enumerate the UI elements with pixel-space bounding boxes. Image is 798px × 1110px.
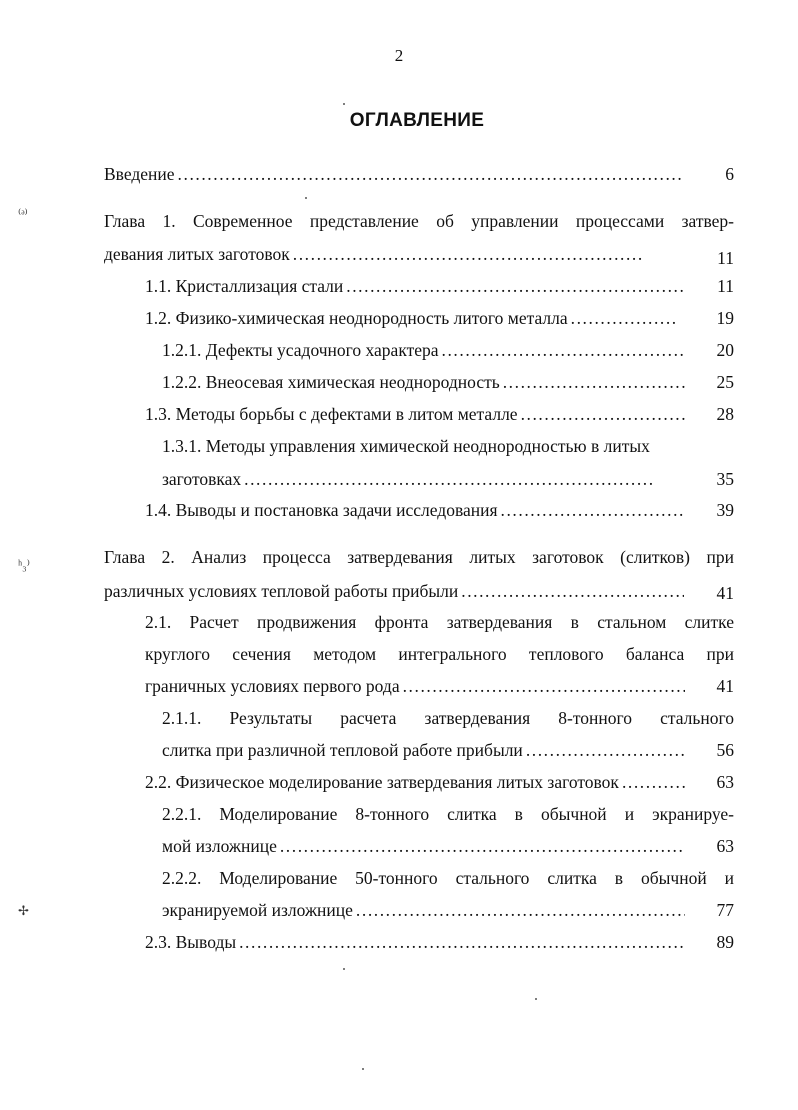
scan-speck (343, 968, 345, 970)
toc-entry-label: 2.3. Выводы (145, 932, 237, 952)
toc-entry-1-2-2[interactable] (162, 371, 685, 393)
toc-entry-2-1-line-2[interactable]: круглого сечения методом интегрального теплового баланса при (145, 644, 734, 664)
toc-page-number: 89 (716, 932, 734, 952)
toc-entry-label: экранируемой изложнице (162, 900, 353, 920)
leader-dots (236, 931, 685, 953)
scan-speck (343, 103, 345, 105)
leader-dots (458, 580, 684, 602)
toc-page-number: 41 (716, 583, 734, 603)
toc-entry-chapter-2[interactable] (104, 580, 684, 602)
toc-entry-2-1[interactable] (145, 675, 685, 697)
toc-entry-1-1[interactable] (145, 275, 685, 297)
toc-entry-label: 1.2.1. Дефекты усадочного характера (162, 340, 439, 360)
toc-entry-2-2-1-line-1[interactable]: 2.2.1. Моделирование 8-тонного слитка в обычной и экранируе- (162, 804, 734, 824)
toc-entry-2-2-1[interactable] (162, 835, 685, 857)
toc-page-number: 39 (716, 500, 734, 520)
toc-entry-2-2-2[interactable] (162, 899, 685, 921)
toc-entry-label: 1.1. Кристаллизация стали (145, 276, 344, 296)
toc-page-number: 41 (716, 676, 734, 696)
leader-dots (568, 307, 678, 329)
toc-page-number: 35 (716, 469, 734, 489)
toc-page-number: 56 (716, 740, 734, 760)
scan-speck (362, 1068, 364, 1070)
scan-artifact-mark: ✢ (18, 903, 29, 918)
toc-entry-label: различных условиях тепловой работы прибыли (104, 581, 459, 601)
leader-dots (619, 771, 685, 793)
leader-dots (343, 275, 685, 297)
toc-entry-2-2-2-line-1[interactable]: 2.2.2. Моделирование 50-тонного стального слитка в обычной и (162, 868, 734, 888)
toc-entry-label: слитка при различной тепловой работе прибыли (162, 740, 523, 760)
leader-dots (175, 163, 684, 185)
toc-page-number: 63 (716, 772, 734, 792)
page-number: 2 (394, 46, 404, 65)
toc-entry-label: Введение (104, 164, 175, 184)
toc-page-number: 63 (716, 836, 734, 856)
toc-entry-2-2[interactable] (145, 771, 685, 793)
toc-entry-2-1-line-1[interactable]: 2.1. Расчет продвижения фронта затвердевания в стальном слитке (145, 612, 734, 632)
toc-page-number: 25 (716, 372, 734, 392)
leader-dots (290, 243, 644, 265)
toc-entry-1-3[interactable] (145, 403, 685, 425)
toc-entry-label: 1.2. Физико-химическая неоднородность литого металла (145, 308, 568, 328)
toc-page-number: 11 (717, 276, 734, 296)
toc-entry-chapter-2-line-1[interactable]: Глава 2. Анализ процесса затвердевания литых заготовок (слитков) при (104, 547, 734, 567)
toc-page-number: 28 (716, 404, 734, 424)
toc-entry-label: мой изложнице (162, 836, 277, 856)
toc-page-number: 20 (716, 340, 734, 360)
toc-entry-label: заготовках (162, 469, 242, 489)
toc-entry-1-3-1-line-1[interactable]: 1.3.1. Методы управления химической неоднородностью в литых (162, 436, 650, 456)
toc-entry-1-2-1[interactable] (162, 339, 685, 361)
toc-page-number: 19 (716, 308, 734, 328)
scan-speck (305, 197, 307, 199)
leader-dots (439, 339, 685, 361)
toc-entry-label: 1.3. Методы борьбы с дефектами в литом металле (145, 404, 518, 424)
toc-entry-2-3[interactable] (145, 931, 685, 953)
toc-entry-1-4[interactable] (145, 499, 685, 521)
toc-entry-2-1-1-line-1[interactable]: 2.1.1. Результаты расчета затвердевания 8-тонного стального (162, 708, 734, 728)
toc-entry-1-2[interactable] (145, 307, 678, 329)
toc-entry-1-3-1[interactable] (162, 468, 652, 490)
leader-dots (400, 675, 685, 697)
toc-page-number: 77 (716, 900, 734, 920)
page-title: ОГЛАВЛЕНИЕ (349, 110, 485, 131)
scan-artifact-mark: ʰ₃⁾ (18, 557, 30, 572)
leader-dots (241, 468, 652, 490)
leader-dots (500, 371, 685, 393)
leader-dots (523, 739, 685, 761)
scan-speck (535, 998, 537, 1000)
toc-entry-label: 2.2. Физическое моделирование затвердевания литых заготовок (145, 772, 619, 792)
leader-dots (518, 403, 685, 425)
leader-dots (277, 835, 685, 857)
toc-entry-chapter-1[interactable] (104, 243, 644, 265)
leader-dots (353, 899, 685, 921)
scan-artifact-mark: ⁽ᵊ⁾ (18, 206, 28, 221)
toc-page-number: 6 (725, 164, 734, 184)
toc-page-number: 11 (717, 248, 734, 268)
toc-entry-label: 1.2.2. Внеосевая химическая неоднородность (162, 372, 500, 392)
toc-entry-2-1-1[interactable] (162, 739, 685, 761)
leader-dots (498, 499, 685, 521)
toc-entry-chapter-1-line-1[interactable]: Глава 1. Современное представление об управлении процессами затвер- (104, 211, 734, 231)
toc-entry-label: граничных условиях первого рода (145, 676, 400, 696)
toc-entry-label: девания литых заготовок (104, 244, 290, 264)
toc-entry-intro[interactable] (104, 163, 684, 185)
toc-entry-label: 1.4. Выводы и постановка задачи исследования (145, 500, 498, 520)
